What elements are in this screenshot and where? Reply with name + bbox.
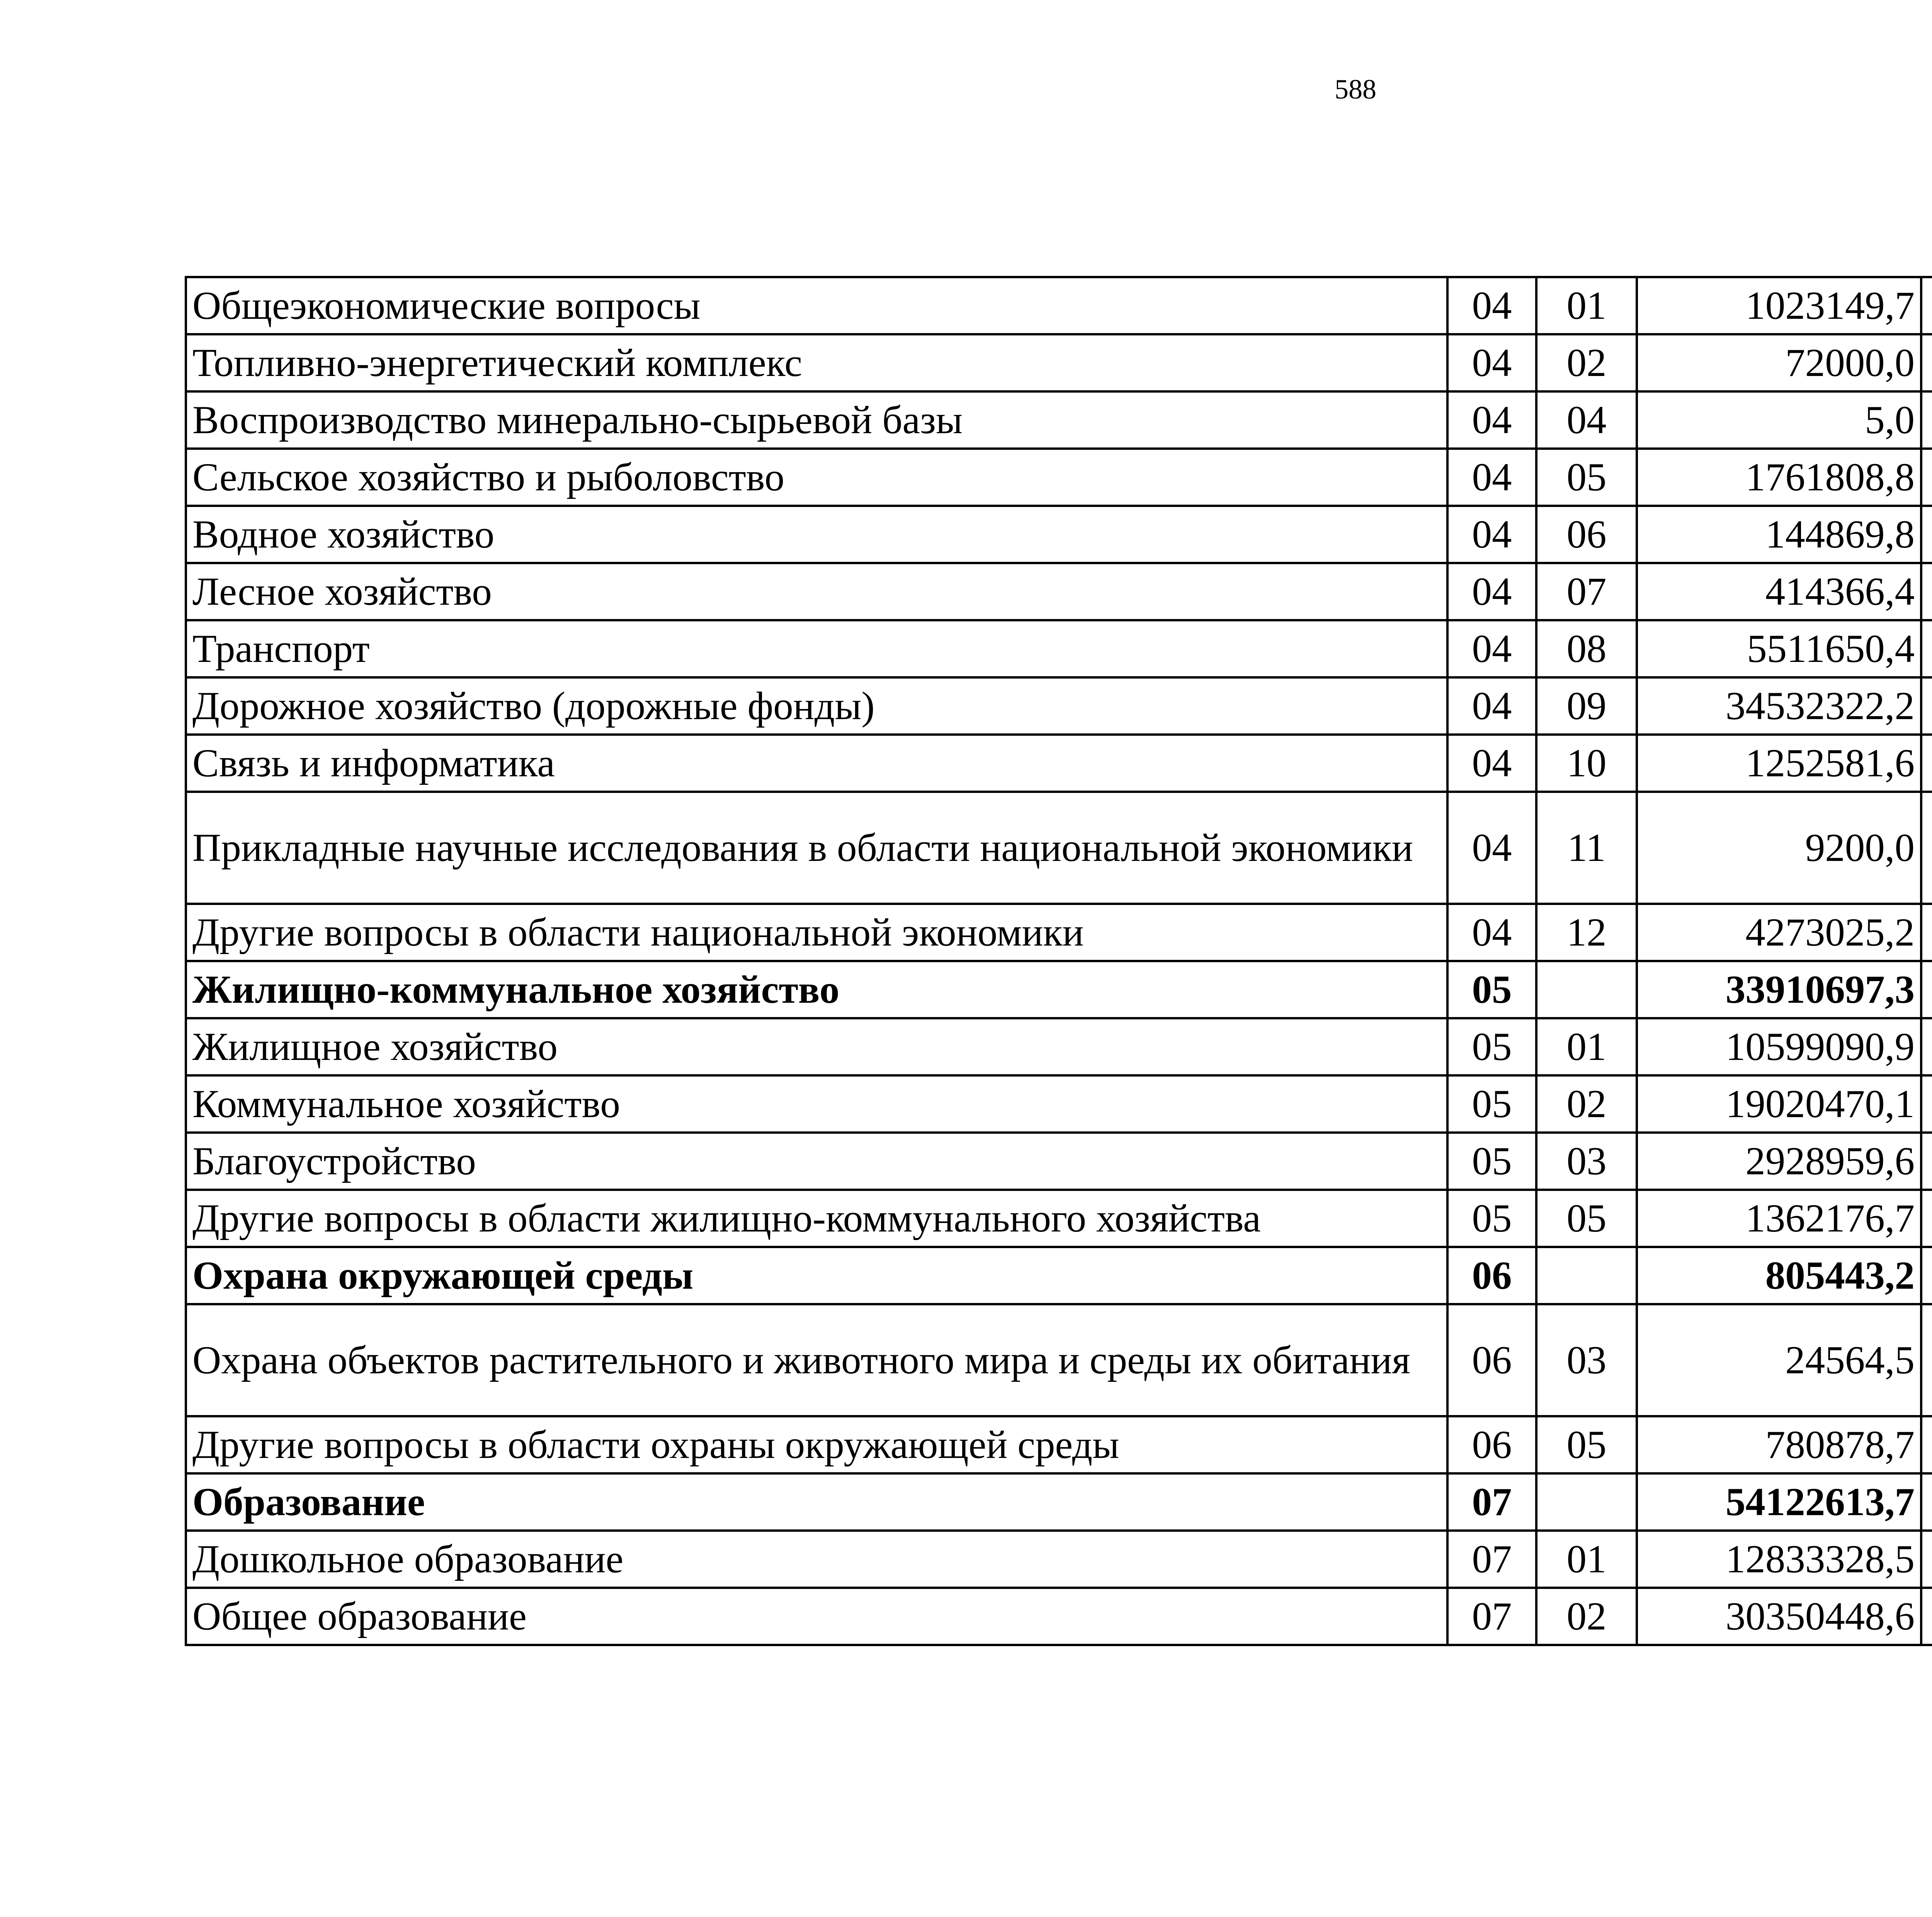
- row-name: Коммунальное хозяйство: [186, 1075, 1447, 1133]
- row-name: Охрана объектов растительного и животного мира и среды их обитания: [186, 1304, 1447, 1416]
- amount-2: [1921, 792, 1932, 904]
- row-name: Водное хозяйство: [186, 506, 1447, 563]
- section-code: 04: [1447, 563, 1536, 620]
- row-name: Охрана окружающей среды: [186, 1247, 1447, 1304]
- section-code: 04: [1447, 277, 1536, 334]
- amount-1: 19020470,1: [1637, 1075, 1921, 1133]
- table-row: [186, 1416, 1932, 1473]
- section-code: 05: [1447, 961, 1536, 1018]
- section-code: 05: [1447, 1133, 1536, 1190]
- row-name: Транспорт: [186, 620, 1447, 677]
- table-row: [186, 677, 1932, 735]
- subsection-code: 11: [1536, 792, 1637, 904]
- subsection-code: 03: [1536, 1133, 1637, 1190]
- section-code: 06: [1447, 1304, 1536, 1416]
- amount-2: [1921, 277, 1932, 334]
- row-name: Связь и информатика: [186, 735, 1447, 792]
- row-name: Воспроизводство минерально-сырьевой базы: [186, 391, 1447, 449]
- page-number: 588: [1335, 74, 1376, 105]
- amount-2: [1921, 1075, 1932, 1133]
- table-row: [186, 1304, 1932, 1416]
- row-name: Общее образование: [186, 1588, 1447, 1645]
- subsection-code: 08: [1536, 620, 1637, 677]
- table-row: [186, 277, 1932, 334]
- amount-1: 2928959,6: [1637, 1133, 1921, 1190]
- table-row: [186, 904, 1932, 961]
- amount-2: [1921, 904, 1932, 961]
- amount-1: 10599090,9: [1637, 1018, 1921, 1075]
- amount-1: 34532322,2: [1637, 677, 1921, 735]
- subsection-code: [1536, 961, 1637, 1018]
- section-code: 06: [1447, 1247, 1536, 1304]
- amount-2: [1921, 961, 1932, 1018]
- row-name: Жилищное хозяйство: [186, 1018, 1447, 1075]
- section-code: 07: [1447, 1531, 1536, 1588]
- subsection-code: 05: [1536, 449, 1637, 506]
- amount-1: 30350448,6: [1637, 1588, 1921, 1645]
- subsection-code: 01: [1536, 277, 1637, 334]
- subsection-code: 05: [1536, 1416, 1637, 1473]
- section-code: 05: [1447, 1190, 1536, 1247]
- section-code: 06: [1447, 1416, 1536, 1473]
- table-row: [186, 735, 1932, 792]
- table-row: [186, 1018, 1932, 1075]
- subsection-code: 01: [1536, 1018, 1637, 1075]
- row-name: Образование: [186, 1473, 1447, 1531]
- subsection-code: 02: [1536, 1075, 1637, 1133]
- amount-2: [1921, 391, 1932, 449]
- row-name: Другие вопросы в области охраны окружающей среды: [186, 1416, 1447, 1473]
- row-name: Топливно-энергетический комплекс: [186, 334, 1447, 391]
- amount-2: [1921, 506, 1932, 563]
- section-code: 04: [1447, 677, 1536, 735]
- section-code: 04: [1447, 391, 1536, 449]
- amount-1: 1362176,7: [1637, 1190, 1921, 1247]
- subsection-code: 12: [1536, 904, 1637, 961]
- subsection-code: 02: [1536, 1588, 1637, 1645]
- amount-2: [1921, 449, 1932, 506]
- amount-1: 72000,0: [1637, 334, 1921, 391]
- section-row: [186, 961, 1932, 1018]
- subsection-code: [1536, 1473, 1637, 1531]
- amount-1: 414366,4: [1637, 563, 1921, 620]
- section-code: 04: [1447, 449, 1536, 506]
- subsection-code: 03: [1536, 1304, 1637, 1416]
- amount-2: [1921, 334, 1932, 391]
- section-code: 05: [1447, 1075, 1536, 1133]
- amount-1: 144869,8: [1637, 506, 1921, 563]
- row-name: Благоустройство: [186, 1133, 1447, 1190]
- subsection-code: 07: [1536, 563, 1637, 620]
- table-row: [186, 449, 1932, 506]
- amount-2: [1921, 1531, 1932, 1588]
- subsection-code: [1536, 1247, 1637, 1304]
- amount-2: [1921, 735, 1932, 792]
- section-code: 04: [1447, 904, 1536, 961]
- section-code: 04: [1447, 620, 1536, 677]
- row-name: Общеэкономические вопросы: [186, 277, 1447, 334]
- section-code: 04: [1447, 334, 1536, 391]
- amount-1: 24564,5: [1637, 1304, 1921, 1416]
- amount-2: [1921, 1190, 1932, 1247]
- section-code: 04: [1447, 792, 1536, 904]
- amount-1: 5511650,4: [1637, 620, 1921, 677]
- section-code: 07: [1447, 1473, 1536, 1531]
- amount-1: 4273025,2: [1637, 904, 1921, 961]
- row-name: Дорожное хозяйство (дорожные фонды): [186, 677, 1447, 735]
- amount-2: [1921, 1247, 1932, 1304]
- row-name: Жилищно-коммунальное хозяйство: [186, 961, 1447, 1018]
- table-row: [186, 1588, 1932, 1645]
- section-row: [186, 1473, 1932, 1531]
- table-row: [186, 620, 1932, 677]
- section-code: 04: [1447, 506, 1536, 563]
- row-name: Другие вопросы в области жилищно-коммунального хозяйства: [186, 1190, 1447, 1247]
- amount-1: 33910697,3: [1637, 961, 1921, 1018]
- amount-2: [1921, 1473, 1932, 1531]
- section-code: 04: [1447, 735, 1536, 792]
- amount-2: [1921, 563, 1932, 620]
- row-name: Прикладные научные исследования в области национальной экономики: [186, 792, 1447, 904]
- amount-1: 5,0: [1637, 391, 1921, 449]
- budget-table-body: [186, 277, 1932, 1645]
- row-name: Лесное хозяйство: [186, 563, 1447, 620]
- subsection-code: 06: [1536, 506, 1637, 563]
- table-row: [186, 792, 1932, 904]
- budget-table: [185, 276, 1932, 1646]
- amount-2: [1921, 620, 1932, 677]
- amount-2: [1921, 677, 1932, 735]
- section-code: 05: [1447, 1018, 1536, 1075]
- table-row: [186, 1190, 1932, 1247]
- table-row: [186, 506, 1932, 563]
- amount-1: 1023149,7: [1637, 277, 1921, 334]
- table-row: [186, 391, 1932, 449]
- row-name: Другие вопросы в области национальной экономики: [186, 904, 1447, 961]
- amount-1: 54122613,7: [1637, 1473, 1921, 1531]
- amount-2: [1921, 1133, 1932, 1190]
- table-row: [186, 1133, 1932, 1190]
- row-name: Дошкольное образование: [186, 1531, 1447, 1588]
- row-name: Сельское хозяйство и рыболовство: [186, 449, 1447, 506]
- section-row: [186, 1247, 1932, 1304]
- amount-2: [1921, 1304, 1932, 1416]
- amount-1: 1761808,8: [1637, 449, 1921, 506]
- amount-1: 12833328,5: [1637, 1531, 1921, 1588]
- amount-1: 805443,2: [1637, 1247, 1921, 1304]
- table-row: [186, 334, 1932, 391]
- subsection-code: 01: [1536, 1531, 1637, 1588]
- subsection-code: 05: [1536, 1190, 1637, 1247]
- table-row: [186, 563, 1932, 620]
- subsection-code: 10: [1536, 735, 1637, 792]
- amount-1: 9200,0: [1637, 792, 1921, 904]
- amount-1: 1252581,6: [1637, 735, 1921, 792]
- amount-2: [1921, 1588, 1932, 1645]
- subsection-code: 09: [1536, 677, 1637, 735]
- table-row: [186, 1531, 1932, 1588]
- table-row: [186, 1075, 1932, 1133]
- subsection-code: 02: [1536, 334, 1637, 391]
- section-code: 07: [1447, 1588, 1536, 1645]
- amount-2: [1921, 1416, 1932, 1473]
- subsection-code: 04: [1536, 391, 1637, 449]
- amount-1: 780878,7: [1637, 1416, 1921, 1473]
- amount-2: [1921, 1018, 1932, 1075]
